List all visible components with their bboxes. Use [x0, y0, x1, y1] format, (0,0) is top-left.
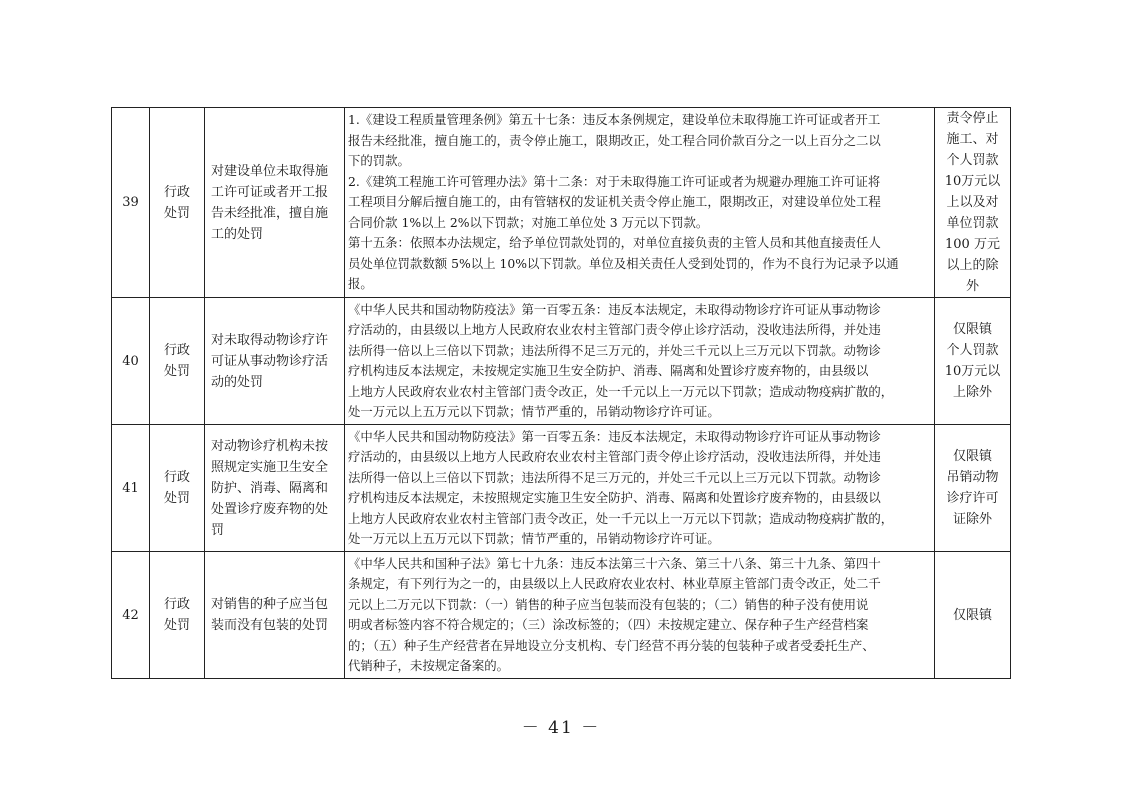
table-row: [112, 298, 1011, 425]
penalty-table: [111, 107, 1011, 679]
legal-basis: 《中华人民共和国种子法》第七十九条：违反本法第三十六条、第三十八条、第三十九条、第四十 条规定，有下列行为之一的，由县级以上人民政府农业农村、林业草原主管部门责令改正，处二千 元以上二万元以下罚款：（一）销售的种子应当包装而没有包装的；（二）销售的种子没有使用说 明或者标签内容不符合规定的；（三）涂改标签的；（四）未按规定建立、保存种子生产经营档案 的；（五）种子生产经营者在异地设立分支机构、专门经营不再分装的包装种子或者受委托生产、 代销种子，未按规定备案的。: [345, 552, 935, 679]
legal-basis: 1.《建设工程质量管理条例》第五十七条：违反本条例规定，建设单位未取得施工许可证或者开工 报告未经批准，擅自施工的，责令停止施工，限期改正，处工程合同价款百分之一以上百分之二以 下的罚款。 2.《建筑工程施工许可管理办法》第十二条：对于未取得施工许可证或者为规避办理施工许可证将 工程项目分解后擅自施工的，由有管辖权的发证机关责令停止施工，限期改正，对建设单位处工程 合同价款 1%以上 2%以下罚款；对施工单位处 3 万元以下罚款。 第十五条：依照本办法规定，给予单位罚款处罚的，对单位直接负责的主管人员和其他直接责任人 员处单位罚款数额 5%以上 10%以下罚款。单位及相关责任人受到处罚的，作为不良行为记录予以通 报。: [345, 108, 935, 298]
penalty-item: 对动物诊疗机构未按 照规定实施卫生安全 防护、消毒、隔离和 处置诊疗废弃物的处 罚: [205, 425, 345, 552]
row-number: 40: [112, 298, 150, 425]
penalty-item: 对销售的种子应当包 装而没有包装的处罚: [205, 552, 345, 679]
penalty-type: 行政 处罚: [150, 108, 205, 298]
legal-basis: 《中华人民共和国动物防疫法》第一百零五条：违反本法规定，未取得动物诊疗许可证从事动物诊 疗活动的，由县级以上地方人民政府农业农村主管部门责令停止诊疗活动，没收违法所得，并处违 法所得一倍以上三倍以下罚款；违法所得不足三万元的，并处三千元以上三万元以下罚款。动物诊 疗机构违反本法规定，未按规定实施卫生安全防护、消毒、隔离和处置诊疗废弃物的，由县级以 上地方人民政府农业农村主管部门责令改正，处一千元以上一万元以下罚款；造成动物疫病扩散的， 处一万元以上五万元以下罚款；情节严重的，吊销动物诊疗许可证。: [345, 298, 935, 425]
scope-note: 仅限镇 个人罚款 10万元以 上除外: [935, 298, 1011, 425]
row-number: 41: [112, 425, 150, 552]
penalty-item: 对建设单位未取得施 工许可证或者开工报 告未经批准，擅自施 工的处罚: [205, 108, 345, 298]
scope-note: 仅限镇: [935, 552, 1011, 679]
scope-note: 仅限镇 吊销动物 诊疗许可 证除外: [935, 425, 1011, 552]
table-row: [112, 108, 1011, 298]
legal-basis: 《中华人民共和国动物防疫法》第一百零五条：违反本法规定，未取得动物诊疗许可证从事动物诊 疗活动的，由县级以上地方人民政府农业农村主管部门责令停止诊疗活动，没收违法所得，并处违 法所得一倍以上三倍以下罚款；违法所得不足三万元的，并处三千元以上三万元以下罚款。动物诊 疗机构违反本法规定，未按照规定实施卫生安全防护、消毒、隔离和处置诊疗废弃物的，由县级以 上地方人民政府农业农村主管部门责令改正，处一千元以上一万元以下罚款；造成动物疫病扩散的， 处一万元以上五万元以下罚款；情节严重的，吊销动物诊疗许可证。: [345, 425, 935, 552]
row-number: 39: [112, 108, 150, 298]
row-number: 42: [112, 552, 150, 679]
penalty-type: 行政 处罚: [150, 298, 205, 425]
scope-note: 责令停止 施工、对 个人罚款 10万元以 上以及对 单位罚款 100 万元 以上的除 外: [935, 108, 1011, 298]
penalty-type: 行政 处罚: [150, 425, 205, 552]
table-row: [112, 552, 1011, 679]
page-number: － 41 －: [521, 718, 601, 738]
penalty-item: 对未取得动物诊疗许 可证从事动物诊疗活 动的处罚: [205, 298, 345, 425]
table-row: [112, 425, 1011, 552]
penalty-type: 行政 处罚: [150, 552, 205, 679]
